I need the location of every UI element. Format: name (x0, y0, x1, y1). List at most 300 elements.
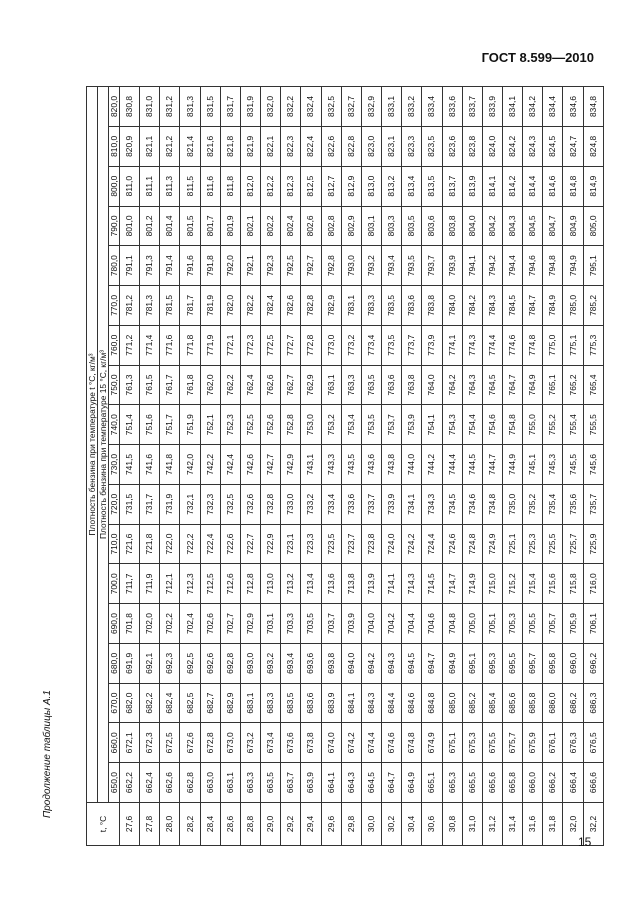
temperature-cell: 30,8 (442, 803, 462, 846)
density-cell: 823,0 (361, 126, 381, 166)
density-cell: 735,7 (583, 484, 603, 524)
density-cell: 662,8 (180, 763, 200, 803)
density-cell: 802,4 (281, 206, 301, 246)
density-cell: 763,1 (321, 365, 341, 405)
density-cell: 735,0 (502, 484, 522, 524)
density-column-header: 780,0 (109, 246, 120, 286)
density-cell: 696,2 (583, 643, 603, 683)
density-cell: 782,8 (301, 286, 321, 326)
density-cell: 822,8 (341, 126, 361, 166)
density-cell: 711,9 (140, 564, 160, 604)
density-cell: 804,0 (462, 206, 482, 246)
density-cell: 823,3 (402, 126, 422, 166)
density-cell: 754,1 (422, 405, 442, 445)
density-cell: 673,4 (261, 723, 281, 763)
density-cell: 735,6 (563, 484, 583, 524)
table-row (341, 87, 361, 846)
density-cell: 785,0 (563, 286, 583, 326)
density-cell: 823,8 (462, 126, 482, 166)
density-cell: 791,6 (180, 246, 200, 286)
density-cell: 801,5 (180, 206, 200, 246)
density-cell: 663,7 (281, 763, 301, 803)
density-cell: 742,4 (220, 445, 240, 485)
density-cell: 804,2 (482, 206, 502, 246)
density-cell: 705,5 (523, 604, 543, 644)
density-column-header: 740,0 (109, 405, 120, 445)
temperature-cell: 28,6 (220, 803, 240, 846)
density-cell: 724,0 (382, 524, 402, 564)
density-cell: 762,9 (301, 365, 321, 405)
density-cell: 772,7 (281, 325, 301, 365)
temperature-cell: 29,6 (321, 803, 341, 846)
density-cell: 695,7 (523, 643, 543, 683)
density-cell: 794,2 (482, 246, 502, 286)
density-cell: 822,6 (321, 126, 341, 166)
density-cell: 706,1 (583, 604, 603, 644)
density-cell: 682,2 (140, 683, 160, 723)
table-row (462, 87, 482, 846)
density-cell: 735,2 (523, 484, 543, 524)
density-cell: 712,1 (160, 564, 180, 604)
density-cell: 771,4 (140, 325, 160, 365)
density-cell: 703,7 (321, 604, 341, 644)
density-cell: 802,9 (341, 206, 361, 246)
density-cell: 712,5 (200, 564, 220, 604)
density-cell: 703,1 (261, 604, 281, 644)
density-cell: 781,5 (160, 286, 180, 326)
density-cell: 723,5 (321, 524, 341, 564)
density-cell: 744,7 (482, 445, 502, 485)
density-at-15-header: Плотность бензина при температуре 15 °С, кг/м³ (98, 87, 109, 803)
density-cell: 762,7 (281, 365, 301, 405)
density-cell: 675,5 (482, 723, 502, 763)
density-cell: 666,2 (543, 763, 563, 803)
density-cell: 792,7 (301, 246, 321, 286)
density-cell: 673,8 (301, 723, 321, 763)
density-cell: 824,2 (502, 126, 522, 166)
density-cell: 722,7 (240, 524, 260, 564)
density-column-header: 810,0 (109, 126, 120, 166)
density-cell: 793,4 (382, 246, 402, 286)
density-cell: 734,5 (442, 484, 462, 524)
density-cell: 713,4 (301, 564, 321, 604)
density-cell: 693,0 (240, 643, 260, 683)
density-cell: 674,0 (321, 723, 341, 763)
group-header-row (87, 87, 98, 846)
density-cell: 752,5 (240, 405, 260, 445)
density-cell: 741,6 (140, 445, 160, 485)
density-cell: 724,9 (482, 524, 502, 564)
density-cell: 755,2 (543, 405, 563, 445)
density-cell: 722,9 (261, 524, 281, 564)
density-cell: 821,2 (160, 126, 180, 166)
density-cell: 664,3 (341, 763, 361, 803)
density-cell: 666,6 (583, 763, 603, 803)
density-cell: 773,5 (382, 325, 402, 365)
density-cell: 725,5 (543, 524, 563, 564)
density-cell: 801,2 (140, 206, 160, 246)
density-cell: 724,2 (402, 524, 422, 564)
density-cell: 673,0 (220, 723, 240, 763)
density-cell: 682,9 (220, 683, 240, 723)
density-cell: 743,5 (341, 445, 361, 485)
density-cell: 744,2 (422, 445, 442, 485)
density-column-header: 720,0 (109, 484, 120, 524)
density-cell: 754,8 (502, 405, 522, 445)
table-row (442, 87, 462, 846)
density-cell: 832,7 (341, 87, 361, 127)
density-cell: 763,5 (361, 365, 381, 405)
density-cell: 791,8 (200, 246, 220, 286)
density-column-header: 700,0 (109, 564, 120, 604)
density-cell: 822,4 (301, 126, 321, 166)
density-cell: 684,4 (382, 683, 402, 723)
density-cell: 833,6 (442, 87, 462, 127)
density-cell: 725,3 (523, 524, 543, 564)
density-cell: 801,4 (160, 206, 180, 246)
density-cell: 793,5 (402, 246, 422, 286)
density-cell: 813,5 (422, 166, 442, 206)
density-cell: 663,0 (200, 763, 220, 803)
density-table (86, 86, 604, 846)
density-cell: 783,1 (341, 286, 361, 326)
density-cell: 725,9 (583, 524, 603, 564)
density-cell: 824,0 (482, 126, 502, 166)
density-cell: 702,7 (220, 604, 240, 644)
density-cell: 783,5 (382, 286, 402, 326)
density-cell: 755,4 (563, 405, 583, 445)
density-cell: 693,4 (281, 643, 301, 683)
density-cell: 765,4 (583, 365, 603, 405)
density-cell: 686,3 (583, 683, 603, 723)
density-cell: 784,2 (462, 286, 482, 326)
density-cell: 752,1 (200, 405, 220, 445)
density-cell: 771,6 (160, 325, 180, 365)
density-cell: 791,4 (160, 246, 180, 286)
density-cell: 702,0 (140, 604, 160, 644)
density-column-header: 750,0 (109, 365, 120, 405)
density-cell: 744,9 (502, 445, 522, 485)
table-row (301, 87, 321, 846)
density-cell: 814,2 (502, 166, 522, 206)
density-cell: 722,6 (220, 524, 240, 564)
density-cell: 704,8 (442, 604, 462, 644)
density-cell: 685,4 (482, 683, 502, 723)
density-cell: 713,9 (361, 564, 381, 604)
density-cell: 733,4 (321, 484, 341, 524)
density-cell: 743,8 (382, 445, 402, 485)
density-cell: 755,0 (523, 405, 543, 445)
density-cell: 714,1 (382, 564, 402, 604)
density-cell: 723,8 (361, 524, 381, 564)
density-cell: 784,9 (543, 286, 563, 326)
density-cell: 832,0 (261, 87, 281, 127)
density-cell: 672,6 (180, 723, 200, 763)
density-cell: 804,7 (543, 206, 563, 246)
density-cell: 820,9 (120, 126, 140, 166)
density-cell: 683,3 (261, 683, 281, 723)
density-cell: 811,5 (180, 166, 200, 206)
density-cell: 811,0 (120, 166, 140, 206)
density-cell: 791,3 (140, 246, 160, 286)
density-cell: 664,1 (321, 763, 341, 803)
table-row (563, 87, 583, 846)
density-cell: 751,9 (180, 405, 200, 445)
density-cell: 674,9 (422, 723, 442, 763)
temperature-cell: 29,2 (281, 803, 301, 846)
density-cell: 794,6 (523, 246, 543, 286)
table-row (120, 87, 140, 846)
density-cell: 695,8 (543, 643, 563, 683)
density-cell: 794,4 (502, 246, 522, 286)
table-row (281, 87, 301, 846)
density-cell: 812,3 (281, 166, 301, 206)
temperature-cell: 27,6 (120, 803, 140, 846)
density-cell: 834,4 (543, 87, 563, 127)
density-cell: 752,3 (220, 405, 240, 445)
density-cell: 672,3 (140, 723, 160, 763)
density-cell: 754,4 (462, 405, 482, 445)
density-cell: 672,1 (120, 723, 140, 763)
density-cell: 703,5 (301, 604, 321, 644)
density-cell: 803,5 (402, 206, 422, 246)
density-cell: 693,8 (321, 643, 341, 683)
density-cell: 732,5 (220, 484, 240, 524)
density-cell: 773,7 (402, 325, 422, 365)
temperature-cell: 30,4 (402, 803, 422, 846)
density-cell: 751,6 (140, 405, 160, 445)
density-cell: 753,4 (341, 405, 361, 445)
density-cell: 713,0 (261, 564, 281, 604)
density-cell: 723,1 (281, 524, 301, 564)
density-cell: 831,2 (160, 87, 180, 127)
density-cell: 715,4 (523, 564, 543, 604)
density-cell: 694,0 (341, 643, 361, 683)
density-cell: 691,9 (120, 643, 140, 683)
temperature-header: t, °C (87, 803, 120, 846)
density-cell: 802,8 (321, 206, 341, 246)
density-cell: 724,6 (442, 524, 462, 564)
temperature-cell: 29,8 (341, 803, 361, 846)
density-cell: 802,6 (301, 206, 321, 246)
density-cell: 702,6 (200, 604, 220, 644)
density-cell: 692,1 (140, 643, 160, 683)
density-cell: 733,0 (281, 484, 301, 524)
density-cell: 685,6 (502, 683, 522, 723)
density-cell: 753,0 (301, 405, 321, 445)
density-cell: 813,2 (382, 166, 402, 206)
density-cell: 831,5 (200, 87, 220, 127)
density-cell: 832,2 (281, 87, 301, 127)
table-row (422, 87, 442, 846)
density-cell: 733,6 (341, 484, 361, 524)
density-cell: 675,9 (523, 723, 543, 763)
density-cell: 753,9 (402, 405, 422, 445)
density-cell: 692,6 (200, 643, 220, 683)
density-cell: 666,0 (523, 763, 543, 803)
density-cell: 676,1 (543, 723, 563, 763)
density-cell: 675,7 (502, 723, 522, 763)
density-cell: 745,5 (563, 445, 583, 485)
density-cell: 724,4 (422, 524, 442, 564)
density-cell: 684,1 (341, 683, 361, 723)
density-cell: 821,8 (220, 126, 240, 166)
density-cell: 793,9 (442, 246, 462, 286)
density-cell: 784,5 (502, 286, 522, 326)
density-cell: 732,6 (240, 484, 260, 524)
density-cell: 831,7 (220, 87, 240, 127)
density-cell: 812,2 (261, 166, 281, 206)
density-cell: 753,7 (382, 405, 402, 445)
density-cell: 830,8 (120, 87, 140, 127)
density-cell: 813,7 (442, 166, 462, 206)
density-cell: 703,9 (341, 604, 361, 644)
table-row (220, 87, 240, 846)
temperature-cell: 31,6 (523, 803, 543, 846)
density-cell: 772,3 (240, 325, 260, 365)
density-cell: 694,5 (402, 643, 422, 683)
density-cell: 784,3 (482, 286, 502, 326)
density-at-t-header: Плотность бензина при температуре t °С, кг/м³ (87, 87, 98, 803)
density-cell: 785,2 (583, 286, 603, 326)
table-row (361, 87, 381, 846)
density-cell: 744,5 (462, 445, 482, 485)
density-cell: 782,4 (261, 286, 281, 326)
table-row (382, 87, 402, 846)
density-cell: 732,8 (261, 484, 281, 524)
density-cell: 792,5 (281, 246, 301, 286)
density-cell: 733,7 (361, 484, 381, 524)
density-cell: 832,4 (301, 87, 321, 127)
density-cell: 695,3 (482, 643, 502, 683)
density-cell: 745,3 (543, 445, 563, 485)
density-cell: 774,6 (502, 325, 522, 365)
density-cell: 745,1 (523, 445, 543, 485)
density-cell: 741,5 (120, 445, 140, 485)
density-cell: 773,2 (341, 325, 361, 365)
density-cell: 695,1 (462, 643, 482, 683)
density-cell: 734,1 (402, 484, 422, 524)
density-cell: 751,4 (120, 405, 140, 445)
density-column-header: 670,0 (109, 683, 120, 723)
density-column-header: 660,0 (109, 723, 120, 763)
density-cell: 743,3 (321, 445, 341, 485)
density-cell: 824,7 (563, 126, 583, 166)
temperature-cell: 31,8 (543, 803, 563, 846)
density-cell: 772,5 (261, 325, 281, 365)
density-cell: 665,1 (422, 763, 442, 803)
density-cell: 716,0 (583, 564, 603, 604)
density-cell: 684,3 (361, 683, 381, 723)
density-cell: 793,2 (361, 246, 381, 286)
density-cell: 704,6 (422, 604, 442, 644)
density-cell: 761,8 (180, 365, 200, 405)
density-cell: 692,5 (180, 643, 200, 683)
density-cell: 784,7 (523, 286, 543, 326)
density-cell: 705,3 (502, 604, 522, 644)
density-cell: 714,3 (402, 564, 422, 604)
density-cell: 811,6 (200, 166, 220, 206)
temperature-cell: 29,0 (261, 803, 281, 846)
density-cell: 694,2 (361, 643, 381, 683)
density-cell: 683,5 (281, 683, 301, 723)
density-cell: 774,8 (523, 325, 543, 365)
density-cell: 801,0 (120, 206, 140, 246)
density-cell: 742,7 (261, 445, 281, 485)
density-cell: 753,2 (321, 405, 341, 445)
density-cell: 764,9 (523, 365, 543, 405)
density-cell: 685,2 (462, 683, 482, 723)
density-cell: 722,0 (160, 524, 180, 564)
density-cell: 781,9 (200, 286, 220, 326)
density-cell: 782,0 (220, 286, 240, 326)
density-cell: 813,9 (462, 166, 482, 206)
density-cell: 734,8 (482, 484, 502, 524)
density-cell: 774,3 (462, 325, 482, 365)
density-cell: 733,2 (301, 484, 321, 524)
density-cell: 762,4 (240, 365, 260, 405)
density-cell: 771,9 (200, 325, 220, 365)
density-cell: 764,3 (462, 365, 482, 405)
density-cell: 803,6 (422, 206, 442, 246)
density-cell: 682,0 (120, 683, 140, 723)
density-cell: 794,1 (462, 246, 482, 286)
density-cell: 775,3 (583, 325, 603, 365)
density-cell: 752,6 (261, 405, 281, 445)
density-cell: 773,9 (422, 325, 442, 365)
density-cell: 692,3 (160, 643, 180, 683)
subheader-row (98, 87, 109, 846)
density-cell: 764,7 (502, 365, 522, 405)
density-cell: 795,1 (583, 246, 603, 286)
density-cell: 764,5 (482, 365, 502, 405)
density-cell: 701,8 (120, 604, 140, 644)
density-cell: 713,6 (321, 564, 341, 604)
table-row (321, 87, 341, 846)
density-cell: 811,8 (220, 166, 240, 206)
density-cell: 713,2 (281, 564, 301, 604)
density-cell: 773,0 (321, 325, 341, 365)
density-cell: 673,2 (240, 723, 260, 763)
density-cell: 752,8 (281, 405, 301, 445)
density-cell: 803,3 (382, 206, 402, 246)
density-cell: 831,9 (240, 87, 260, 127)
density-cell: 664,5 (361, 763, 381, 803)
density-cell: 754,3 (442, 405, 462, 445)
density-cell: 665,6 (482, 763, 502, 803)
density-cell: 673,6 (281, 723, 301, 763)
density-cell: 824,3 (523, 126, 543, 166)
density-cell: 744,0 (402, 445, 422, 485)
density-cell: 715,2 (502, 564, 522, 604)
density-cell: 794,9 (563, 246, 583, 286)
density-cell: 764,0 (422, 365, 442, 405)
density-cell: 792,1 (240, 246, 260, 286)
density-cell: 763,3 (341, 365, 361, 405)
density-cell: 723,7 (341, 524, 361, 564)
density-cell: 754,6 (482, 405, 502, 445)
density-cell: 663,1 (220, 763, 240, 803)
density-cell: 823,5 (422, 126, 442, 166)
density-cell: 742,9 (281, 445, 301, 485)
density-cell: 834,8 (583, 87, 603, 127)
density-cell: 672,8 (200, 723, 220, 763)
density-cell: 686,0 (543, 683, 563, 723)
density-cell: 705,9 (563, 604, 583, 644)
density-cell: 744,4 (442, 445, 462, 485)
density-cell: 802,2 (261, 206, 281, 246)
density-cell: 732,3 (200, 484, 220, 524)
